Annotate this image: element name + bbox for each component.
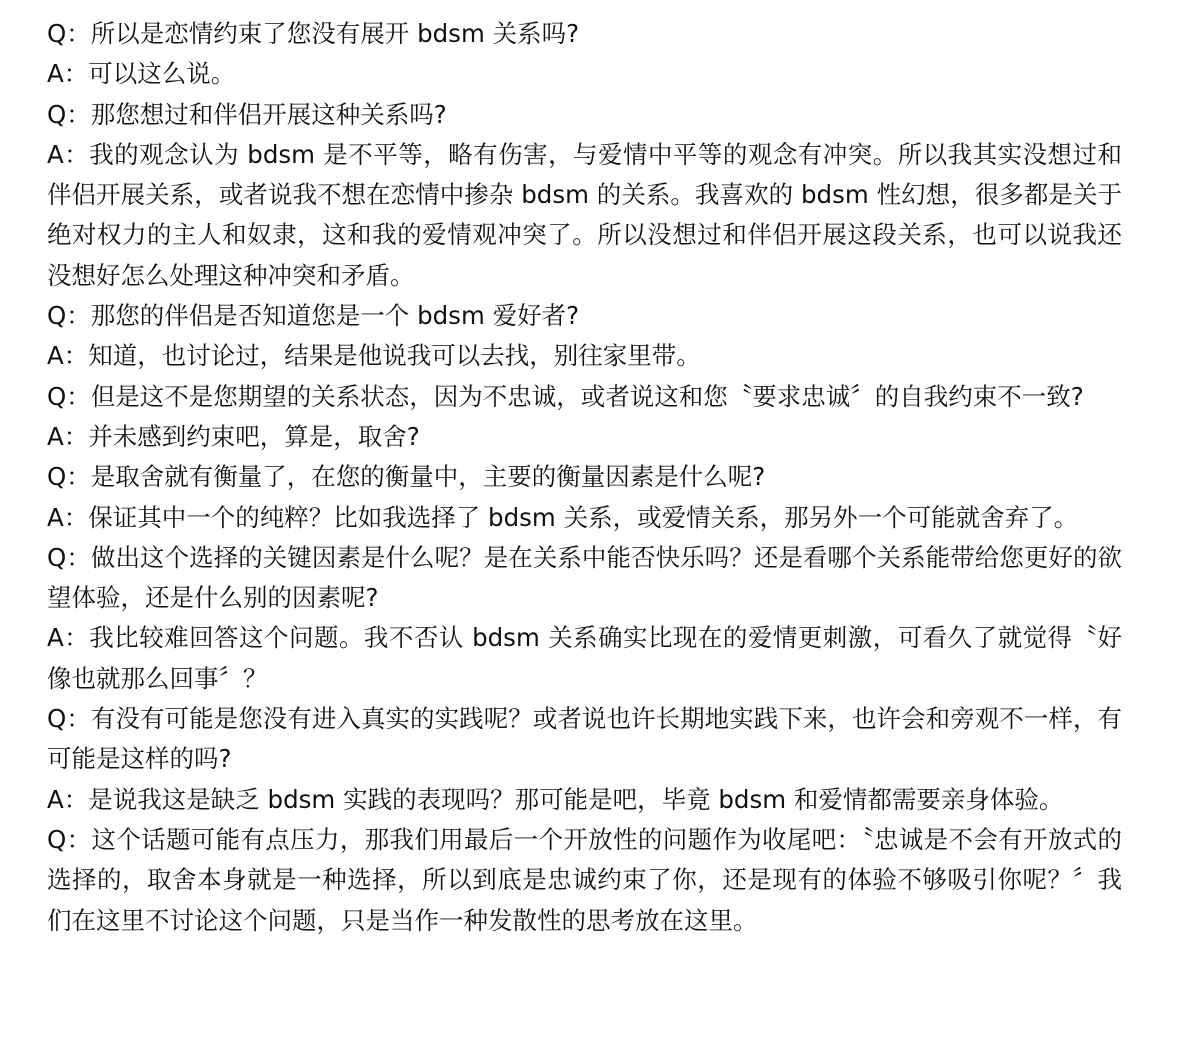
answer-paragraph: A：是说我这是缺乏 bdsm 实践的表现吗？那可能是吧，毕竟 bdsm 和爱情都需要亲身体验。: [47, 784, 1064, 814]
answer-paragraph: A：我比较难回答这个问题。我不否认 bdsm 关系确实比现在的爱情更刺激，可看久了就觉得〝好像也就那么回事〞？: [47, 623, 1122, 693]
question-paragraph: Q：所以是恋情约束了您没有展开 bdsm 关系吗?: [47, 19, 580, 48]
question-paragraph: Q：这个话题可能有点压力，那我们用最后一个开放性的问题作为收尾吧：〝忠诚是不会有开放式的选择的，取舍本身就是一种选择，所以到底是忠诚约束了你，还是现有的体验不够吸引你呢？〞我们在这里不讨论这个问题，只是当作一种发散性的思考放在这里。: [47, 824, 1122, 935]
answer-paragraph: A：知道，也讨论过，结果是他说我可以去找，别往家里带。: [47, 341, 701, 371]
question-paragraph: Q：那您的伴侣是否知道您是一个 bdsm 爱好者?: [47, 301, 580, 331]
question-paragraph: Q：做出这个选择的关键因素是什么呢？是在关系中能否快乐吗？还是看哪个关系能带给您更好的欲望体验，还是什么别的因素呢?: [47, 542, 1122, 613]
interview-transcript: [47, 14, 1122, 941]
question-paragraph: Q：有没有可能是您没有进入真实的实践呢？或者说也许长期地实践下来，也许会和旁观不一样，有可能是这样的吗?: [47, 704, 1122, 774]
question-paragraph: Q：是取舍就有衡量了，在您的衡量中，主要的衡量因素是什么呢?: [47, 462, 766, 492]
answer-paragraph: A：我的观念认为 bdsm 是不平等，略有伤害，与爱情中平等的观念有冲突。所以我其实没想过和伴侣开展关系，或者说我不想在恋情中掺杂 bdsm 的关系。我喜欢的 bdsm 性幻想，很多都是关于绝对权力的主人和奴隶，这和我的爱情观冲突了。所以没想过和伴侣开展这段关系，也可以说我还没想好怎么处理这种冲突和矛盾。: [47, 139, 1122, 290]
question-paragraph: Q：但是这不是您期望的关系状态，因为不忠诚，或者说这和您〝要求忠诚〞的自我约束不一致?: [47, 381, 1084, 411]
answer-paragraph: A：保证其中一个的纯粹？比如我选择了 bdsm 关系，或爱情关系，那另外一个可能就舍弃了。: [47, 502, 1079, 532]
answer-paragraph: A：并未感到约束吧，算是，取舍?: [47, 421, 420, 451]
answer-paragraph: A：可以这么说。: [47, 59, 236, 89]
question-paragraph: Q：那您想过和伴侣开展这种关系吗?: [47, 99, 447, 129]
